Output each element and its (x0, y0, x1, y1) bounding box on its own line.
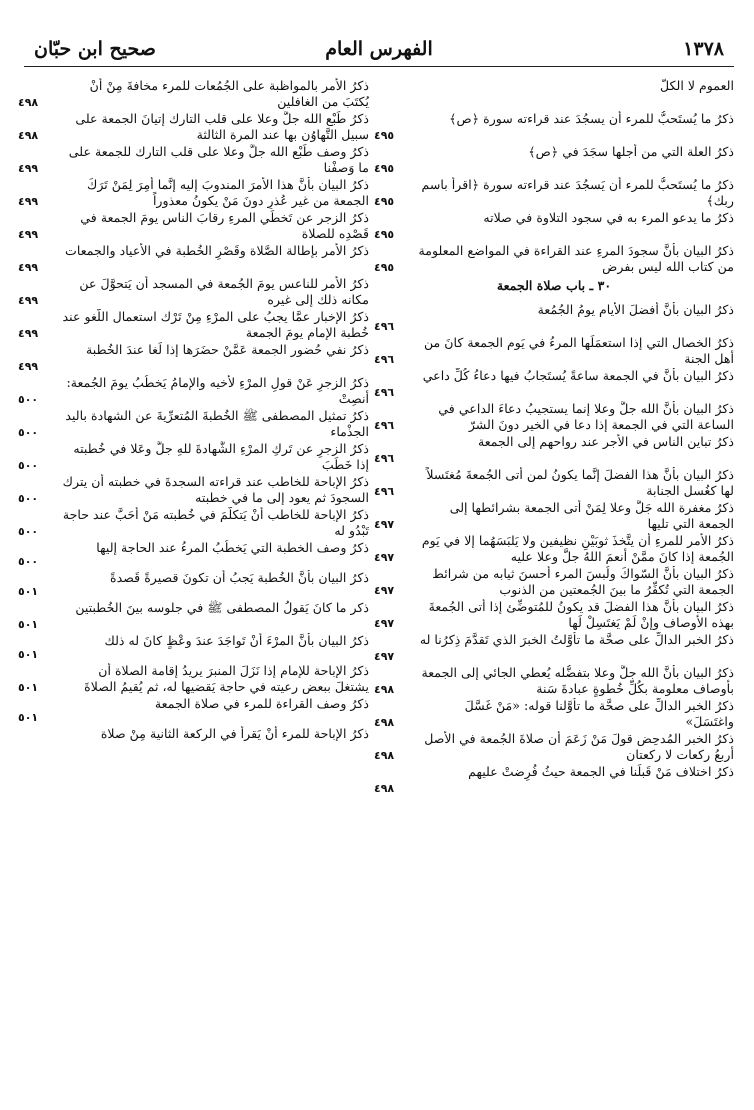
index-entry (18, 243, 369, 276)
index-entry (374, 335, 734, 368)
running-title: الفهرس العام (325, 38, 433, 60)
entry-page-number: ٥٠٠ (18, 492, 39, 505)
book-title: صحيح ابن حبّان (34, 38, 156, 60)
entry-page-number: ٤٩٩ (18, 327, 39, 340)
entry-page-number: ٤٩٧ (374, 584, 395, 597)
index-entry (18, 540, 369, 570)
index-column-right (374, 78, 734, 797)
entry-text: ذكرُ البيان بأنَّ هذا الأمرَ المندوبَ إليه إنَّما أُمِرَ لِمَنْ تَرَكَ الجمعة من غير عُذرٍ دونَ مَنْ يكونُ معذوراً (86, 177, 369, 208)
entry-page-number: ٥٠١ (18, 711, 39, 724)
index-entry (374, 533, 734, 566)
index-entry (18, 570, 369, 600)
index-entry (374, 632, 734, 665)
entry-page-number: ٥٠١ (18, 648, 39, 661)
index-column-left (18, 78, 369, 756)
entry-text: ذكر ما كانَ يَقولُ المصطفى ﷺ في جلوسه بينَ الخُطبتين (75, 600, 369, 615)
entry-text: ذكرُ البيان بأنَّ الخُطبة يَجبُ أن تكونَ قصيرةً قَصدةً (110, 570, 369, 585)
index-entry (374, 210, 734, 243)
entry-text: ذكرُ نفي حُضور الجمعة عَمَّنْ حضَرَها إذا لَغا عندَ الخُطبة (86, 342, 369, 357)
entry-page-number: ٤٩٧ (374, 650, 395, 663)
entry-page-number: ٤٩٩ (18, 261, 39, 274)
index-entry (18, 441, 369, 474)
index-entry (18, 663, 369, 696)
entry-text: ذكرُ الإباحة للخاطب عند قراءته السجدةَ في خطبته أن يترك السجودَ ثم يعود إلى ما في خطبته (62, 474, 369, 505)
index-entry (374, 764, 734, 797)
entry-text: ذكرُ مغفرة الله جَلَّ وعلا لِمَنْ أتى الجمعة بشرائطها إلى الجمعة التي تليها (449, 500, 734, 531)
entry-text: ذكرُ وصف الخطبة التي يَخطُبُ المرءُ عند الحاجة إليها (96, 540, 369, 555)
entry-text: ذكرُ البيان بأنَّ سجودَ المرءِ عند القراءة في المواضع المعلومة من كتاب الله ليس بفرض (418, 243, 734, 274)
entry-text: ذكرُ الإباحة للمرء أنْ يَقرأَ في الركعة الثانية مِنْ صلاة (100, 726, 369, 741)
entry-page-number: ٤٩٥ (374, 195, 395, 208)
entry-text: ذكرُ الإباحة للإمام إذا نَزَلَ المنبرَ يريدُ إقامة الصلاة أن يشتغلَ ببعض رعيته في حاجة يَقضيها له، ثم يُقيمُ الصلاةَ (84, 663, 369, 694)
entry-text: ذكرُ الزجر عن تَخطِّي المرءِ رقابَ الناس يومَ الجمعة في قَصْدِه للصلاة (80, 210, 369, 241)
entry-text: ذكرُ البيان بأنَّ في الجمعة ساعةً يُستَجابُ فيها دعاءُ كُلِّ داعي (422, 368, 734, 383)
entry-page-number: ٤٩٦ (374, 485, 395, 498)
index-entry (18, 144, 369, 177)
index-entry (18, 210, 369, 243)
entry-page-number: ٥٠١ (18, 618, 39, 631)
entry-page-number: ٤٩٩ (18, 360, 39, 373)
index-entry (374, 243, 734, 276)
index-entry (374, 665, 734, 698)
entry-text: ذكرُ وصف القراءة للمرء في صلاة الجمعة (154, 696, 369, 711)
entry-text: العموم لا الكلّ (659, 78, 734, 93)
entry-text: ذكرُ البيان بأنَّ الله جلَّ وعلا بتفضُّله يُعطي الجائي إلى الجمعة بأوصاف معلومة بكُلِّ خُطوةٍ عبادةَ سَنة (421, 665, 734, 696)
entry-text: ذكرُ الإباحة للخاطب أنْ يَتكلَّمَ في خُطبته مَنْ أحَبَّ عند حاجة تَبْدُو له (62, 507, 369, 538)
entry-page-number: ٤٩٩ (18, 228, 39, 241)
entry-text: ذكرُ الأمر للناعس يومَ الجُمعة في المسجد أن يَتحوَّلَ عن مكانه ذلك إلى غيره (79, 276, 369, 307)
entry-text: ذكرُ العلة التي من أجلها سجَدَ في ﴿ص﴾ (528, 144, 734, 159)
entry-page-number: ٤٩٨ (374, 683, 395, 696)
entry-text: ذكرُ طَبْع الله جلَّ وعلا على قلب التارك إتيانَ الجمعة على سبيل التَّهاوُن بها عند المرة الثالثة (75, 111, 369, 142)
entry-page-number: ٤٩٥ (374, 162, 395, 175)
index-entry (18, 78, 369, 111)
index-entry (374, 434, 734, 467)
index-entry (374, 467, 734, 500)
entry-page-number: ٤٩٩ (18, 162, 39, 175)
entry-page-number: ٥٠٠ (18, 459, 39, 472)
entry-text: ذكرُ الأمر بالمواظبة على الجُمُعات للمرء مخافةَ مِنْ أنْ يُكتَبَ من الغافلين (89, 78, 369, 109)
index-entry (374, 599, 734, 632)
entry-text: ذكرُ ما يدعو المرء به في سجود التلاوة في صلاته (483, 210, 734, 225)
index-entry (374, 401, 734, 434)
entry-text: ذكرُ اختلاف مَنْ قَبلَنا في الجمعة حيثُ فُرِضتْ عليهم (468, 764, 734, 779)
entry-page-number: ٤٩٧ (374, 551, 395, 564)
entry-page-number: ٤٩٧ (374, 617, 395, 630)
entry-text: ذكرُ البيان بأنَّ هذا الفضلَ إنَّما يكونُ لمن أتى الجُمعةَ مُغتَسلاً لها كغُسل الجنابة (426, 467, 734, 498)
index-entry (18, 474, 369, 507)
entry-text: ذكرُ وصف طَبْع الله جلَّ وعلا على قلب التارك للجمعة على ما وَصفْنا (68, 144, 369, 175)
entry-page-number: ٤٩٨ (18, 129, 39, 142)
entry-page-number: ٤٩٦ (374, 419, 395, 432)
entry-page-number: ٤٩٧ (374, 518, 395, 531)
entry-page-number: ٤٩٦ (374, 386, 395, 399)
entry-page-number: ٤٩٩ (18, 294, 39, 307)
entry-page-number: ٤٩٦ (374, 353, 395, 366)
entry-page-number: ٤٩٦ (374, 452, 395, 465)
index-entry (374, 111, 734, 144)
page-header (24, 38, 734, 68)
index-entry (374, 368, 734, 401)
index-entry (18, 696, 369, 726)
index-entry (374, 566, 734, 599)
entry-text: ذكرُ الأمر بإطالة الصَّلاة وقَصْرِ الخُطبة في الأعياد والجمعات (65, 243, 369, 258)
index-entry (18, 633, 369, 663)
header-rule (24, 66, 734, 67)
index-entry (374, 698, 734, 731)
index-entry (374, 78, 734, 111)
index-entry (18, 309, 369, 342)
index-entry (18, 408, 369, 441)
entry-text: ذكرُ البيان بأنَّ أفضلَ الأيام يومُ الجُمُعة (537, 302, 734, 317)
index-entry (374, 500, 734, 533)
index-entry (374, 177, 734, 210)
entry-page-number: ٤٩٥ (374, 228, 395, 241)
entry-text: ذكرُ تباين الناس في الأجر عند رواحهم إلى الجمعة (477, 434, 734, 449)
entry-page-number: ٥٠٠ (18, 555, 39, 568)
entry-page-number: ٤٩٦ (374, 320, 395, 333)
section-heading: ٣٠ ـ باب صلاة الجمعة (496, 278, 612, 293)
entry-text: ذكرُ الخصال التي إذا استعمَلَها المرءُ في يَوم الجمعة كانَ من أهل الجنة (423, 335, 734, 366)
entry-page-number: ٥٠٠ (18, 525, 39, 538)
index-entry (18, 600, 369, 633)
entry-text: ذكرُ البيان بأنَّ الله جلَّ وعلا إنما يستجيبُ دعاءَ الداعي في الساعة التي في الجمعة إذا دعا في الخير دونَ الشرّ (438, 401, 734, 432)
entry-page-number: ٤٩٨ (18, 96, 39, 109)
index-entry (374, 144, 734, 177)
index-entry (18, 726, 369, 756)
entry-text: ذكرُ ما يُستَحبُّ للمرء أن يَسجُدَ عند قراءته سورة ﴿اقرأ باسم ربك﴾ (421, 177, 734, 208)
index-entry (18, 177, 369, 210)
index-entry (18, 111, 369, 144)
index-entry (18, 375, 369, 408)
index-entry (374, 731, 734, 764)
index-entry (18, 276, 369, 309)
entry-page-number: ٥٠٠ (18, 393, 39, 406)
entry-text: ذكرُ البيان بأنَّ المرْءَ أنْ تَواجَدَ عندَ وعْظٍ كانَ له ذلك (104, 633, 369, 648)
entry-page-number: ٤٩٨ (374, 749, 395, 762)
entry-page-number: ٤٩٩ (18, 195, 39, 208)
entry-text: ذكرُ الأمر للمرءِ أن يتَّخذَ ثوبَيْنِ نظيفين ولا يَلبَسَهُما إلا في يَوم الجُمعة إذا كانَ ممَّنْ أنعمَ اللهُ جلَّ وعلا عليه (421, 533, 734, 564)
entry-page-number: ٤٩٨ (374, 782, 395, 795)
entry-text: ذكرُ البيان بأنَّ هذا الفضلَ قد يكونُ للمُتوضِّئ إذا أتى الجُمعةَ بهذه الأوصاف وإنْ لَمْ يَغتَسِلْ لَها (428, 599, 734, 630)
entry-text: ذكرُ ما يُستَحبُّ للمرء أن يسجُدَ عند قراءته سورة ﴿ص﴾ (449, 111, 734, 126)
entry-text: ذكرُ الخبر الدالِّ على صحَّة ما تأوَّلنا قوله: «مَنْ غَسَّلَ واغتَسَلَ» (464, 698, 734, 729)
page-number: ١٣٧٨ (683, 38, 724, 60)
entry-text: ذكرُ الزجرِ عن تَركِ المرْءِ الشَّهادةَ للهِ جلَّ وعَلا في خُطبته إذا خَطَبَ (73, 441, 369, 472)
entry-page-number: ٥٠١ (18, 585, 39, 598)
index-entry (18, 507, 369, 540)
entry-page-number: ٤٩٥ (374, 129, 395, 142)
entry-page-number: ٤٩٨ (374, 716, 395, 729)
entry-text: ذكرُ الخبر المُدحِض قولَ مَنْ زَعَمَ أن صلاةَ الجُمعة في الأصل أربعُ ركعات لا ركعتان (424, 731, 734, 762)
index-entry (18, 342, 369, 375)
index-entry (374, 302, 734, 335)
entry-text: ذكرُ البيان بأنَّ السّواكَ ولُبسَ المرء أحسنَ ثيابه من شرائط الجمعة التي تُكفِّرُ ما بينَ الجُمعتين من الذنوب (432, 566, 734, 597)
entry-text: ذكرُ الزجرِ عَنْ قولِ المرْءِ لأخيه والإمامُ يَخطُبُ يومَ الجُمعة: أنصِتْ (66, 375, 369, 406)
entry-text: ذكرُ تمثيل المصطفى ﷺ الخُطبةَ المُتعرِّيةَ عن الشهادة باليد الجذْماء (65, 408, 369, 439)
entry-page-number: ٥٠١ (18, 681, 39, 694)
entry-page-number: ٤٩٥ (374, 261, 395, 274)
entry-page-number: ٥٠٠ (18, 426, 39, 439)
entry-text: ذكرُ الإخبار عمَّا يجبُ على المرْءِ مِنْ تَرْك استعمال اللَّغو عند خُطبة الإمام يومَ الجمعة (62, 309, 369, 340)
entry-text: ذكرُ الخبر الدالِّ على صحَّة ما تأوَّلتُ الخبرَ الذي تَقدَّمَ ذِكرُنا له (419, 632, 734, 647)
